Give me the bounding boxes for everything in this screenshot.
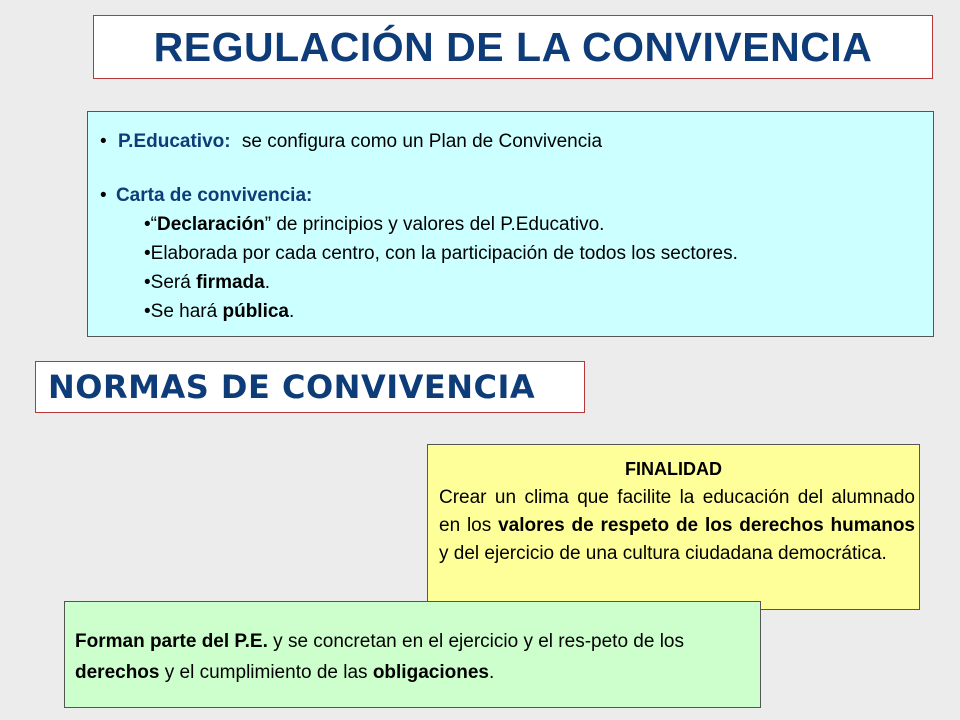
forman-text-1: y se concretan en el ejercicio y el res-peto de los: [267, 631, 684, 652]
section-heading: NORMAS DE CONVIVENCIA: [48, 368, 536, 406]
sub-item-bold: Declaración: [156, 214, 265, 235]
bullet: •: [144, 272, 151, 293]
sub-item-text: Se hará: [150, 301, 223, 322]
bullet: •: [144, 301, 151, 322]
bullet: •: [144, 243, 151, 264]
sub-item-elaborada: [144, 243, 738, 265]
normas-banner: [35, 361, 585, 413]
sub-item-text: Elaborada por cada centro, con la participación de todos los sectores.: [150, 243, 738, 264]
forman-bold-2: derechos: [75, 662, 160, 683]
forman-bold-3: obligaciones: [372, 662, 489, 683]
finalidad-text: [439, 484, 915, 568]
sub-item-bold: firmada: [196, 272, 265, 293]
bullet: •: [100, 131, 107, 152]
forman-parte-text: [75, 626, 754, 688]
finalidad-heading: FINALIDAD: [625, 459, 722, 479]
bullet: •: [100, 185, 107, 206]
list-item-plan-educativo: [100, 131, 602, 153]
sub-item-bold: pública: [222, 301, 289, 322]
list-item-carta-convivencia: [100, 185, 312, 207]
finalidad-text-post: y del ejercicio de una cultura ciudadana democrática.: [439, 543, 887, 564]
finalidad-text-bold: valores de respeto de los derechos humanos: [498, 515, 915, 536]
sub-item-text: “: [150, 214, 157, 235]
page-title: REGULACIÓN DE LA CONVIVENCIA: [153, 23, 873, 70]
sub-item-text: .: [264, 272, 270, 293]
finalidad-text-pre: Crear un clima que facilite la educación del alumnado en los: [439, 487, 915, 536]
sub-item-text: ” de principios y valores del P.Educativo.: [264, 214, 605, 235]
sub-item-text: .: [289, 301, 295, 322]
finalidad-box: [427, 444, 920, 610]
sub-item-publica: [144, 301, 294, 323]
forman-bold-1: Forman parte del P.E.: [75, 631, 268, 652]
sub-item-text: Será: [150, 272, 197, 293]
title-banner: [93, 15, 933, 79]
plan-educativo-label: P.Educativo:: [117, 131, 231, 152]
forman-text-2: y el cumplimiento de las: [159, 662, 373, 683]
carta-convivencia-label: Carta de convivencia:: [115, 185, 313, 206]
bullet: •: [144, 214, 151, 235]
forman-text-3: .: [488, 662, 495, 683]
plan-educativo-text: se configura como un Plan de Convivencia: [241, 131, 603, 152]
plan-convivencia-box: [87, 111, 934, 337]
forman-parte-box: [64, 601, 761, 708]
sub-item-firmada: [144, 272, 270, 294]
sub-item-declaracion: [144, 214, 604, 236]
